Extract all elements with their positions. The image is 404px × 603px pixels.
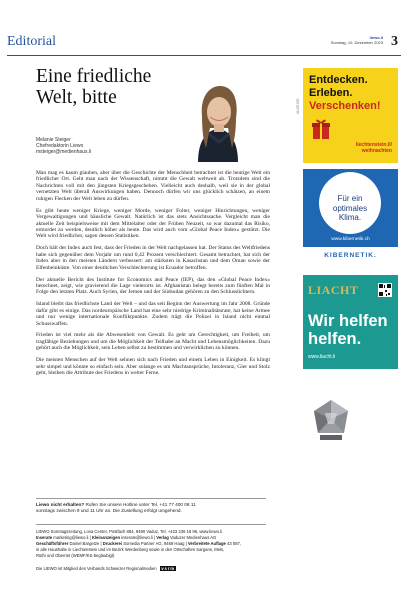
author-email: msteiger@medienhaus.li — [36, 149, 92, 156]
divider — [36, 498, 266, 499]
gift-icon — [311, 118, 331, 140]
notice-line-2: sonntags zwischen 9 und 11 Uhr an. Die Zustellung erfolgt umgehend. — [36, 508, 182, 513]
qr-code-icon — [378, 283, 392, 297]
ad2-url[interactable]: www.kibernetik.ch — [331, 237, 370, 242]
ad1-line-2: Erleben. — [309, 87, 353, 99]
author-name: Melanie Steiger — [36, 137, 71, 143]
ad1-url[interactable] — [356, 142, 392, 154]
imprint-label: Verlag — [156, 534, 169, 540]
liacht-logo: LIACHT — [308, 283, 359, 297]
imprint-text: marketing@liewo.li | — [52, 534, 92, 540]
imprint-label: Kleinanzeigen — [91, 534, 120, 540]
ad1-url-line-1: liechtenstein.li/ — [355, 142, 392, 148]
ad2-line-2: optimales — [332, 203, 368, 213]
paragraph: Doch hält der Index auch fest, dass der Frieden in der Welt nachgelassen hat. Der Status des Weltfriedens habe sich gegenüber dem Vorjahr um rund 0,42 Prozent verschlechtert. Gesamt betrachtet, hat sich der Index aber in den meisten Ländern verbessert: am stärksten in Kasachstan und dem Oman sowie der Elfenbeinküste. Von einer deutlichen Verschlechterung ist Ecuador betroffen. — [36, 245, 270, 271]
imprint-text: Daniel Bargetze | — [68, 540, 103, 546]
header-rule — [7, 55, 401, 56]
ad2-message — [319, 194, 381, 223]
ad2-line-3: Klima. — [338, 213, 362, 222]
ad1-line-1: Entdecken. — [309, 74, 368, 86]
imprint-line-1: LIEWO Sonntagszeitung, Lova Center, Postfach 884, 9490 Vaduz, Tel. +423 236 16 96, www.liewo.li — [36, 529, 222, 534]
imprint-text: 43 087, — [225, 540, 242, 546]
imprint-label: Inserate — [36, 534, 53, 540]
ad-label-text: ANZEIGE — [296, 98, 300, 114]
page-number: 3 — [391, 34, 398, 49]
imprint-text: Somedia Partner AG, 9469 Haag | — [122, 540, 188, 546]
ad2-line-1: Für ein — [337, 194, 363, 203]
paragraph: Frieden ist viel mehr als die Abwesenheit von Gewalt. Es geht um Gerechtigkeit, um Freiheit, um tragfähige Beziehungen und um die Möglichkeit der Teilhabe an Macht und Lebensmöglichkeiten. Dazu gehört auch die Möglichkeit, sein Leben selbst zu bestimmen und verwirklichen zu können. — [36, 332, 270, 352]
imprint-label: Druckerei — [102, 540, 123, 546]
imprint-text: Vaduzer Medienhaus AG — [168, 534, 217, 540]
ad-label — [294, 84, 302, 114]
title-line-1: Eine friedliche — [36, 66, 152, 87]
ad-liacht[interactable] — [303, 275, 398, 369]
ad3-headline-line-1: Wir helfen — [308, 312, 388, 330]
vsrm-membership — [36, 566, 176, 571]
vsrm-text: Die LIEWO ist Mitglied des Verbands Schweizer Regionalmedien — [36, 566, 157, 571]
author-role: Chefredaktorin Liewo — [36, 143, 84, 150]
imprint-line-4: in alle Haushalte in Liechtenstein und im Bezirk Werdenberg sowie in den Ortschaften Sargans, Mels, — [36, 546, 225, 552]
imprint-label: Verbreitete Auflage — [187, 540, 226, 546]
vsrm-logo: vsrm — [161, 566, 175, 572]
paragraph: Es gibt heute weniger Kriege, weniger Morde, weniger Folter, weniger Hinrichtungen, weniger Vergewaltigungen und häusliche Gewalt. Natürlich ist das stets Ansichtssache. Vergleicht man die aktuelle Zeit beispielsweise mit dem Mittelalter oder der Frühen Neuzeit, so war dazumal das Risiko, ermordet zu werden, deutlich höher als heute. Das wird auch vom «Global Peace Index» gestützt. Die Welt wird friedlicher, sagen dessen Statistiken. — [36, 207, 270, 240]
ad1-line-3: Verschenken! — [309, 100, 381, 112]
notice-heading: Liewo nicht erhalten? — [36, 502, 85, 507]
brand-name: liewo.li — [369, 35, 383, 40]
notice-line-1: Rufen Sie unsere Hotline unter Tel. +41 77 400 08 11 — [85, 502, 196, 507]
ad3-url[interactable]: www.liacht.li — [308, 354, 336, 360]
imprint-text: inserate@liewo.li | — [120, 534, 157, 540]
kibernetik-logo: KIBERNETIK. — [303, 247, 398, 265]
article-body — [36, 170, 270, 382]
imprint-line-5: Rüthi und Oberriet (WEMF/KS-beglaubigt) — [36, 552, 115, 558]
ad-kibernetik[interactable] — [303, 169, 398, 265]
divider — [36, 524, 266, 525]
ad-liechtenstein-christmas[interactable] — [303, 68, 398, 163]
paragraph: Island bleibt das friedlichste Land der Welt – und das seit Beginn der Auswertung im Jahr 2008. Gründe dafür gibt es einige. Das nordeuropäische Land hat eine sehr niedrige Kriminalitätsrate, hat keine Armee und nur wenige internationale Konfliktpunkte. Zudem trägt die Polizei in Island nicht einmal Schusswaffen. — [36, 301, 270, 327]
issue-date: Sonntag, 10. Dezember 2023 — [330, 40, 383, 45]
imprint-label: Geschäftsführer — [36, 540, 69, 546]
article-title — [36, 66, 176, 108]
page-header — [7, 34, 401, 54]
delivery-notice — [36, 502, 276, 514]
author-byline — [36, 137, 91, 156]
ad1-url-line-2: weihnachten — [361, 148, 392, 154]
paragraph: Der aktuelle Bericht des Institute for Economics and Peace (IEP), das den «Global Peace Index» berechnet, zeigt, wie gravierend die Lage vielerorts ist. Afghanistan belegt bereits zum fünften Mal in Folge den letzten Platz. Auch Syrien, der Jemen und der Südsudan gehören zu den Schlusslichtern. — [36, 276, 270, 296]
imprint — [36, 529, 280, 559]
paragraph: Die meisten Menschen auf der Welt sehnen sich nach Frieden und einem Leben in Einigkeit. Es klingt sehr simpel und könnte so einfach sein. Aber solange es um Machtansprüche, Intoleranz, Gier und Stolz geht, bleiben die Attribute des Friedens in weiter Ferne. — [36, 357, 270, 377]
header-meta — [331, 35, 383, 45]
title-line-2: Welt, bitte — [36, 87, 117, 108]
section-title: Editorial — [7, 34, 56, 49]
ad3-headline — [308, 313, 388, 348]
award-trophy-icon — [310, 397, 352, 443]
paragraph: Man mag es kaum glauben, aber über die Geschichte der Menschheit betrachtet ist die heutige Welt ein friedlicher Ort. Geht man nach der Wissenschaft, nimmt die Gewalt weltweit ab. Trotzdem sind die Nachrichten voll mit den jüngsten Kriegsgeschehen. Vielleicht auch deshalb, weil sie in der global vernetzten Welt überall Auswirkungen haben. Dennoch dürfen wir uns glücklich schätzen, an einem ruhigen Flecken der Welt leben zu dürfen. — [36, 170, 270, 202]
author-portrait — [176, 82, 260, 162]
ad3-headline-line-2: helfen. — [308, 329, 362, 348]
